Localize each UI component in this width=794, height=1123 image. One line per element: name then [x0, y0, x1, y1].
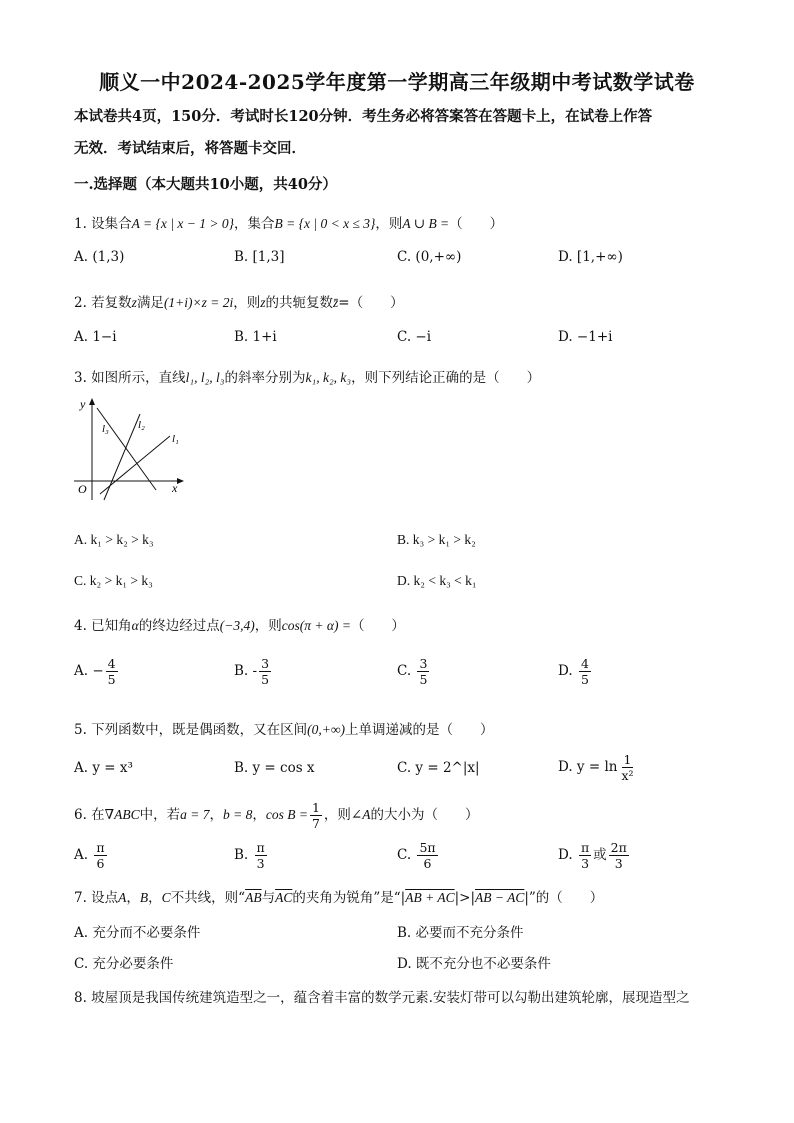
l1-label: l₁ — [172, 433, 179, 445]
q7-option-b: B. 必要而不充分条件 — [397, 925, 524, 941]
question-3-stem: 3. 如图所示，直线l₁, l₂, l₃的斜率分别为k₁, k₂, k₃，则下列结论正确的是（ ） — [74, 370, 541, 386]
q7-option-a: A. 充分而不必要条件 — [74, 925, 201, 941]
question-7-stem: 7. 设点A，B，C不共线，则“$\overline{AB}$与$\overline{AC}$的夹角为锐角”是“|AB + AC|>|AB − AC|”的（ ） — [74, 890, 604, 906]
fraction: $\frac{5\pi}{6}$ — [419, 840, 436, 871]
fraction: $\frac{\pi}{3}$ — [256, 840, 265, 871]
fraction: $\frac{\pi}{6}$ — [96, 840, 105, 871]
intro-line-2: 无效．考试结束后，将答题卡交回． — [74, 140, 306, 157]
x-axis-arrow — [177, 478, 184, 484]
l3-label: l₃ — [102, 423, 109, 435]
vector-ab: $\overline{AB}$ — [245, 890, 262, 905]
q1-option-a: A. (1,3) — [74, 249, 125, 265]
set-a: A = {x | x − 1 > 0} — [131, 216, 234, 231]
intro-line-1: 本试卷共4页，150分．考试时长120分钟．考生务必将答案答在答题卡上，在试卷上作答 — [74, 108, 653, 125]
q3-option-d: D. k₂ < k₃ < k₁ — [397, 573, 477, 588]
origin-label: O — [78, 482, 87, 496]
q2-option-c: C. −i — [397, 329, 432, 345]
q6-option-b: B. $\frac{\pi}{3}$ — [234, 840, 265, 871]
q2-option-a: A. 1−i — [74, 329, 117, 345]
section-heading: 一.选择题（本大题共10小题，共40分） — [74, 176, 337, 193]
line-l1 — [100, 436, 170, 494]
q7-option-d: D. 既不充分也不必要条件 — [397, 956, 551, 972]
q3-option-c: C. k₂ > k₁ > k₃ — [74, 573, 153, 588]
exam-title: 顺义一中2024-2025学年度第一学期高三年级期中考试数学试卷 — [99, 70, 695, 94]
q5-option-a: A. y = x³ — [74, 760, 133, 776]
q2-option-d: D. −1+i — [558, 329, 613, 345]
q1-option-b: B. [1,3] — [234, 249, 285, 265]
l2-label: l₂ — [138, 419, 145, 431]
question-1-stem: 1. 设集合A = {x | x − 1 > 0}，集合B = {x | 0 < x ≤ 3}，则A ∪ B =（ ） — [74, 216, 504, 232]
question-5-stem: 5. 下列函数中，既是偶函数，又在区间(0,+∞)上单调递减的是（ ） — [74, 722, 494, 738]
q4-option-a: A. − $\frac{4}{5}$ — [74, 656, 116, 687]
set-b: B = {x | 0 < x ≤ 3} — [274, 216, 376, 231]
q6-option-d: D. $\frac{\pi}{3}$ 或 $\frac{2\pi}{3}$ — [558, 840, 627, 871]
question-6-stem: 6. 在∇ABC中，若a = 7，b = 8，cos B = $\frac{1}{7}$ ，则∠A的大小为（ ） — [74, 800, 479, 831]
fraction: $\frac{1}{7}$ — [311, 800, 320, 831]
line-l3 — [97, 408, 156, 490]
q4-option-d: D. $\frac{4}{5}$ — [558, 656, 589, 687]
line-l2 — [104, 414, 140, 500]
q4-option-c: C. $\frac{3}{5}$ — [397, 656, 428, 687]
x-axis-label: x — [172, 481, 178, 495]
q3-option-b: B. k₃ > k₁ > k₂ — [397, 532, 476, 547]
q1-option-d: D. [1,+∞) — [558, 249, 623, 265]
q2-option-b: B. 1+i — [234, 329, 277, 345]
fraction: $\frac{2\pi}{3}$ — [610, 840, 627, 871]
q5-option-d: D. y = ln $\frac{1}{\text{x²}}$ — [558, 752, 634, 783]
fraction: $\frac{4}{5}$ — [580, 656, 589, 687]
q3-option-a: A. k₁ > k₂ > k₃ — [74, 532, 154, 547]
fraction: $\frac{\pi}{3}$ — [580, 840, 590, 871]
q6-option-a: A. $\frac{\pi}{6}$ — [74, 840, 105, 871]
q4-option-b: B. - $\frac{3}{5}$ — [234, 656, 270, 687]
y-axis-arrow — [89, 398, 95, 405]
question-2-stem: 2. 若复数z满足(1+i)×z = 2i，则z的共轭复数z̄=（ ） — [74, 295, 404, 311]
fraction: $\frac{4}{5}$ — [107, 656, 116, 687]
q7-option-c: C. 充分必要条件 — [74, 956, 174, 972]
q5-option-b: B. y = cos x — [234, 760, 315, 776]
question-8-stem: 8. 坡屋顶是我国传统建筑造型之一，蕴含着丰富的数学元素.安装灯带可以勾勒出建筑轮廓，展现造型之 — [74, 990, 690, 1006]
fraction: $\frac{3}{5}$ — [419, 656, 428, 687]
q1-option-c: C. (0,+∞) — [397, 249, 462, 265]
q6-option-c: C. $\frac{5\pi}{6}$ — [397, 840, 436, 871]
fraction: $\frac{1}{\text{x²}}$ — [621, 752, 634, 783]
y-axis-label: y — [80, 397, 86, 411]
question-4-stem: 4. 已知角α的终边经过点(−3,4)，则cos(π + α) =（ ） — [74, 618, 405, 634]
q5-option-c: C. y = 2^|x| — [397, 760, 480, 776]
vector-ac: $\overline{AC}$ — [275, 890, 293, 905]
fraction: $\frac{3}{5}$ — [261, 656, 270, 687]
slope-lines-figure — [70, 394, 190, 506]
